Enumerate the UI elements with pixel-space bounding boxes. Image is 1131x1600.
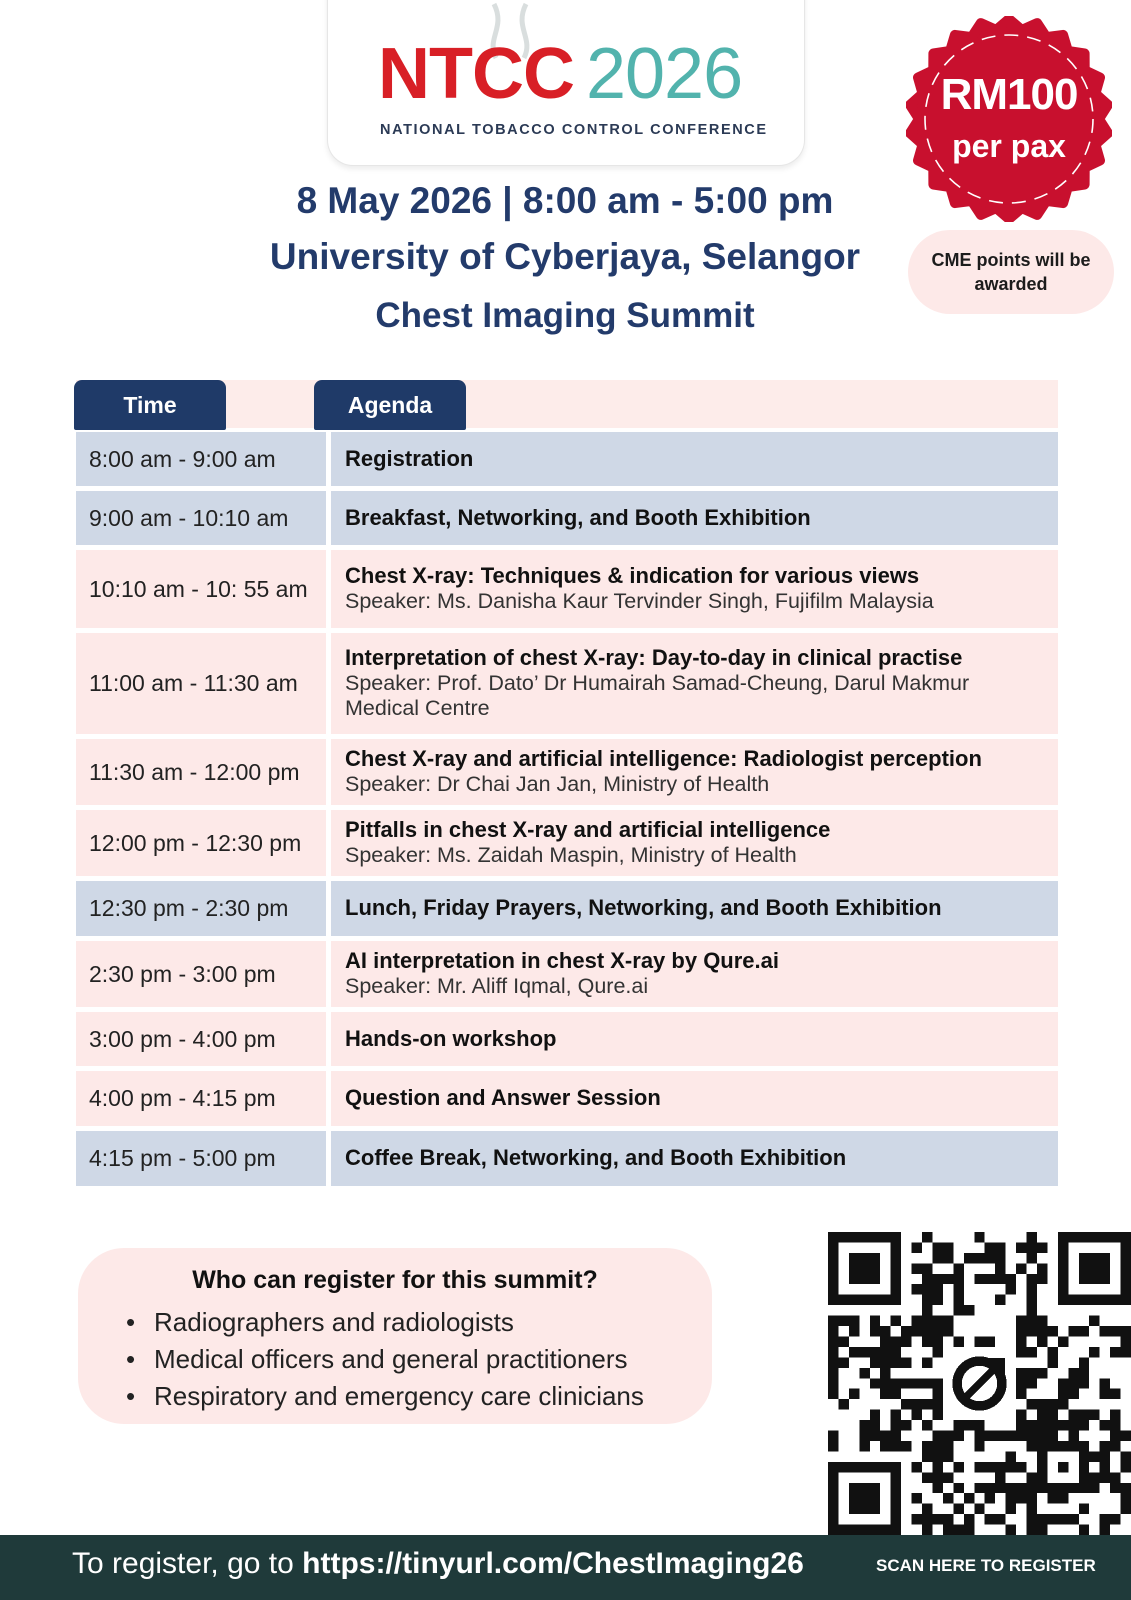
footer-bar [0, 1535, 1131, 1600]
row-agenda [331, 633, 1058, 734]
row-time: 9:00 am - 10:10 am [76, 491, 326, 545]
row-time: 11:30 am - 12:00 pm [76, 739, 326, 805]
who-title: Who can register for this summit? [192, 1266, 598, 1294]
row-agenda [331, 881, 1058, 936]
row-time: 4:15 pm - 5:00 pm [76, 1131, 326, 1186]
row-time: 10:10 am - 10: 55 am [76, 550, 326, 628]
row-speaker: Speaker: Mr. Aliff Iqmal, Qure.ai [345, 973, 649, 998]
event-venue: University of Cyberjaya, Selangor [269, 236, 861, 277]
row-agenda [331, 550, 1058, 628]
event-date-time: 8 May 2026 | 8:00 am - 5:00 pm [296, 180, 834, 221]
list-item-text: Respiratory and emergency care clinicians [154, 1381, 644, 1411]
logo-card [327, 0, 805, 166]
row-title: Interpretation of chest X-ray: Day-to-day in clinical practise [345, 645, 963, 671]
table-row [76, 739, 1058, 805]
logo-year: 2026 [585, 34, 743, 114]
table-row [76, 1131, 1058, 1186]
row-title: Hands-on workshop [345, 1025, 557, 1051]
row-title: AI interpretation in chest X-ray by Qure.ai [345, 948, 779, 974]
row-title: Question and Answer Session [345, 1085, 661, 1111]
row-title: Coffee Break, Networking, and Booth Exhibition [345, 1145, 847, 1171]
table-row [76, 941, 1058, 1007]
scan-caption: SCAN HERE TO REGISTER [876, 1556, 1096, 1575]
row-time: 3:00 pm - 4:00 pm [76, 1012, 326, 1066]
table-row [76, 881, 1058, 936]
list-item [126, 1341, 644, 1378]
list-item-text: Medical officers and general practitioners [154, 1344, 628, 1374]
row-speaker: Speaker: Prof. Dato’ Dr Humairah Samad-Cheung, Darul Makmur Medical Centre [345, 671, 970, 720]
row-title: Chest X-ray and artificial intelligence: Radiologist perception [345, 746, 982, 772]
row-time: 2:30 pm - 3:00 pm [76, 941, 326, 1007]
row-title: Registration [345, 445, 474, 471]
row-speaker: Speaker: Ms. Zaidah Maspin, Ministry of Health [345, 842, 797, 867]
bullet-icon: • [126, 1381, 136, 1411]
table-row [76, 432, 1058, 486]
list-item [126, 1378, 644, 1415]
list-item-text: Radiographers and radiologists [154, 1307, 514, 1337]
logo-wordmark [378, 34, 743, 114]
row-title: Chest X-ray: Techniques & indication for various views [345, 563, 920, 589]
agenda-column-header: Agenda [314, 380, 466, 430]
row-agenda [331, 1012, 1058, 1066]
row-title: Pitfalls in chest X-ray and artificial intelligence [345, 817, 831, 843]
table-row [76, 1071, 1058, 1126]
row-agenda [331, 491, 1058, 545]
row-time: 4:00 pm - 4:15 pm [76, 1071, 326, 1126]
price-badge [906, 16, 1112, 222]
table-row [76, 550, 1058, 628]
row-agenda [331, 941, 1058, 1007]
row-agenda [331, 1131, 1058, 1186]
row-agenda [331, 432, 1058, 486]
footer-register-text [72, 1547, 804, 1581]
logo-brand: NTCC [378, 34, 574, 114]
time-column-header: Time [74, 380, 226, 430]
cme-note: CME points will be awarded [908, 230, 1114, 314]
agenda-table [76, 432, 1058, 1191]
footer-prefix: To register, go to [72, 1547, 303, 1580]
price-amount: RM100 [940, 70, 1078, 119]
row-agenda [331, 1071, 1058, 1126]
row-time: 12:30 pm - 2:30 pm [76, 881, 326, 936]
who-list [126, 1304, 644, 1415]
list-item [126, 1304, 644, 1341]
logo-subtitle: NATIONAL TOBACCO CONTROL CONFERENCE [380, 122, 768, 138]
bullet-icon: • [126, 1307, 136, 1337]
register-link[interactable]: https://tinyurl.com/ChestImaging26 [302, 1547, 804, 1580]
event-title: Chest Imaging Summit [375, 296, 755, 335]
row-agenda [331, 810, 1058, 876]
who-can-register-box [78, 1248, 712, 1424]
row-time: 12:00 pm - 12:30 pm [76, 810, 326, 876]
table-row [76, 491, 1058, 545]
registration-qr-code[interactable] [828, 1232, 1131, 1535]
row-time: 8:00 am - 9:00 am [76, 432, 326, 486]
link-arrow-icon [944, 1348, 1015, 1419]
row-title: Lunch, Friday Prayers, Networking, and Booth Exhibition [345, 895, 942, 921]
row-title: Breakfast, Networking, and Booth Exhibition [345, 504, 811, 530]
price-unit: per pax [952, 128, 1066, 164]
row-time: 11:00 am - 11:30 am [76, 633, 326, 734]
table-row [76, 633, 1058, 734]
row-speaker: Speaker: Ms. Danisha Kaur Tervinder Singh, Fujifilm Malaysia [345, 588, 934, 613]
bullet-icon: • [126, 1344, 136, 1374]
table-row [76, 810, 1058, 876]
row-speaker: Speaker: Dr Chai Jan Jan, Ministry of Health [345, 771, 770, 796]
table-row [76, 1012, 1058, 1066]
row-agenda [331, 739, 1058, 805]
